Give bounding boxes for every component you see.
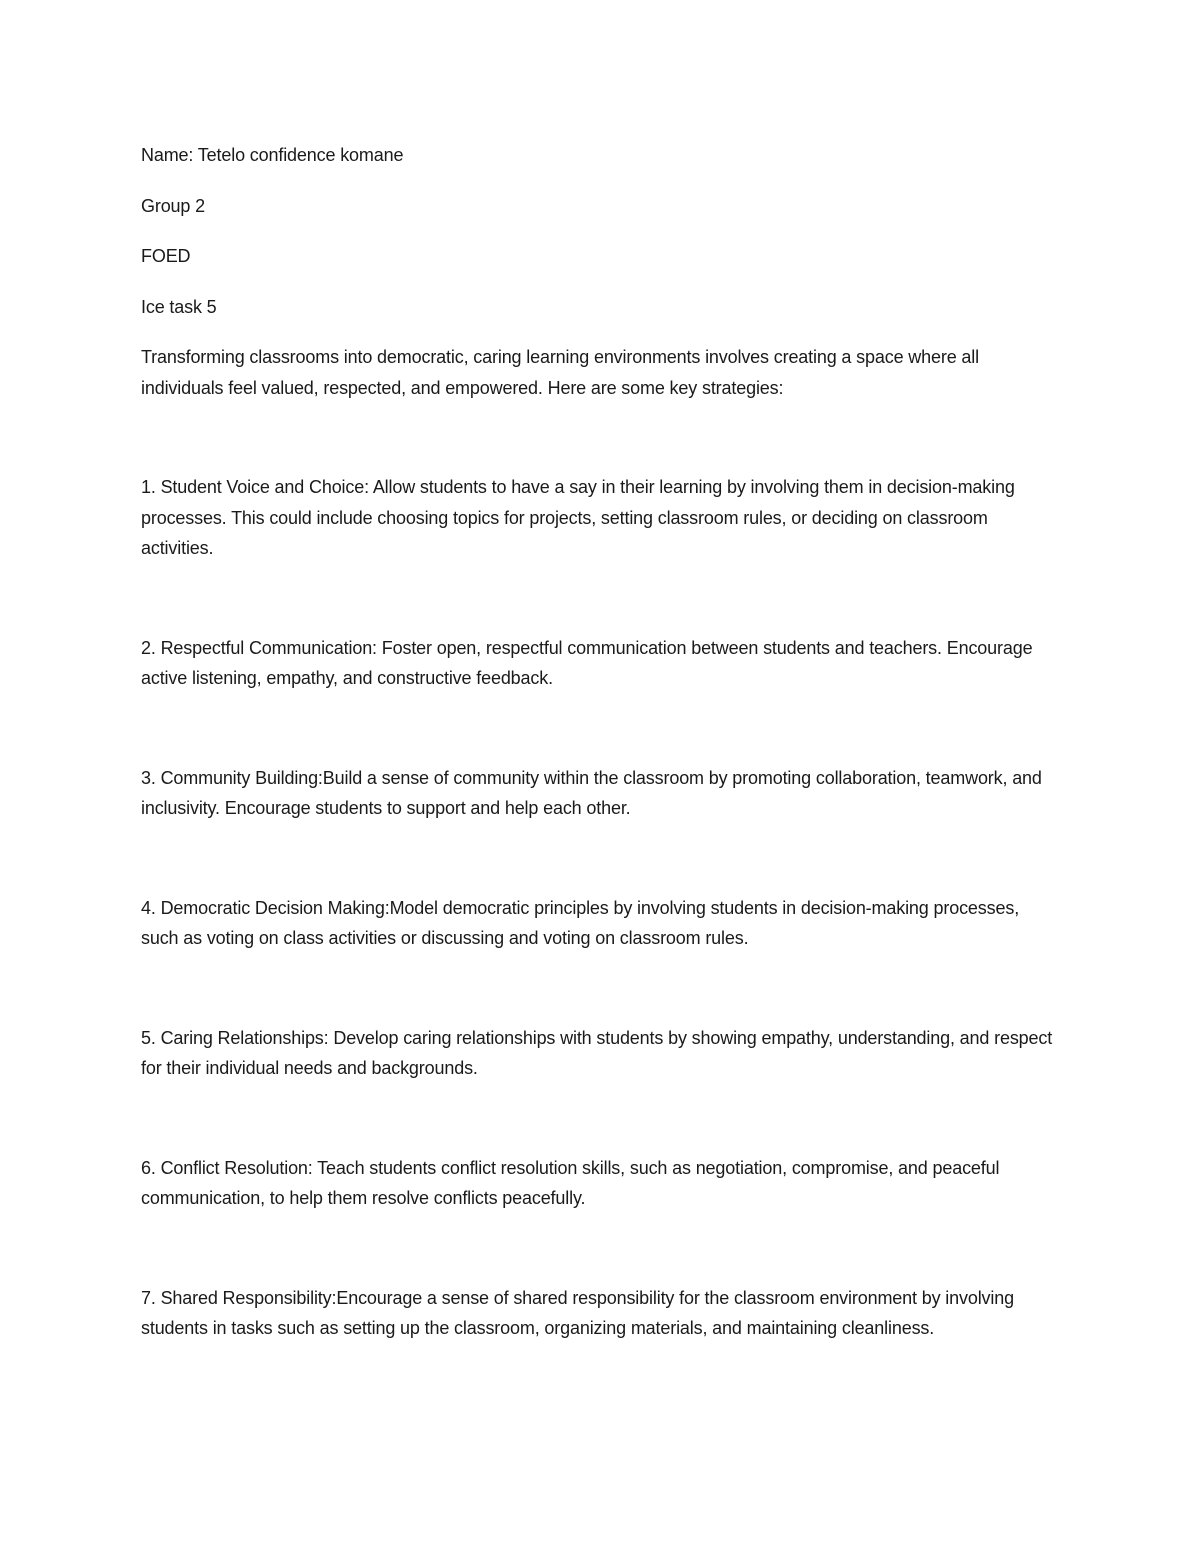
strategy-item-4: 4. Democratic Decision Making:Model democratic principles by involving students in decision-making processes, such as voting on class activities or discussing and voting on classroom rules. xyxy=(141,897,1020,948)
strategy-item-3: 3. Community Building:Build a sense of community within the classroom by promoting collaboration, teamwork, and inclusivity. Encourage students to support and help each other. xyxy=(141,767,1042,818)
strategy-item-5: 5. Caring Relationships: Develop caring relationships with students by showing empathy, understanding, and respect for their individual needs and backgrounds. xyxy=(141,1027,1053,1078)
strategy-list xyxy=(141,472,1061,1344)
strategy-item-7: 7. Shared Responsibility:Encourage a sense of shared responsibility for the classroom environment by involving students in tasks such as setting up the classroom, organizing materials, and maintaining cleanliness. xyxy=(141,1287,1014,1338)
strategy-item-2: 2. Respectful Communication: Foster open, respectful communication between students and teachers. Encourage active listening, empathy, and constructive feedback. xyxy=(141,637,1033,688)
intro-paragraph: Transforming classrooms into democratic, caring learning environments involves creating a space where all individuals feel valued, respected, and empowered. Here are some key strategies: xyxy=(141,347,979,398)
course-code: FOED xyxy=(141,246,191,266)
task-title: Ice task 5 xyxy=(141,296,217,317)
strategy-item-1: 1. Student Voice and Choice: Allow students to have a say in their learning by involving them in decision-making processes. This could include choosing topics for projects, setting classroom rules, or deciding on classroom activities. xyxy=(141,477,1015,558)
student-name: Name: Tetelo confidence komane xyxy=(141,145,404,165)
strategy-item-6: 6. Conflict Resolution: Teach students conflict resolution skills, such as negotiation, compromise, and peaceful communication, to help them resolve conflicts peacefully. xyxy=(141,1157,1000,1208)
group-label: Group 2 xyxy=(141,195,205,216)
document-body xyxy=(141,140,1061,1344)
